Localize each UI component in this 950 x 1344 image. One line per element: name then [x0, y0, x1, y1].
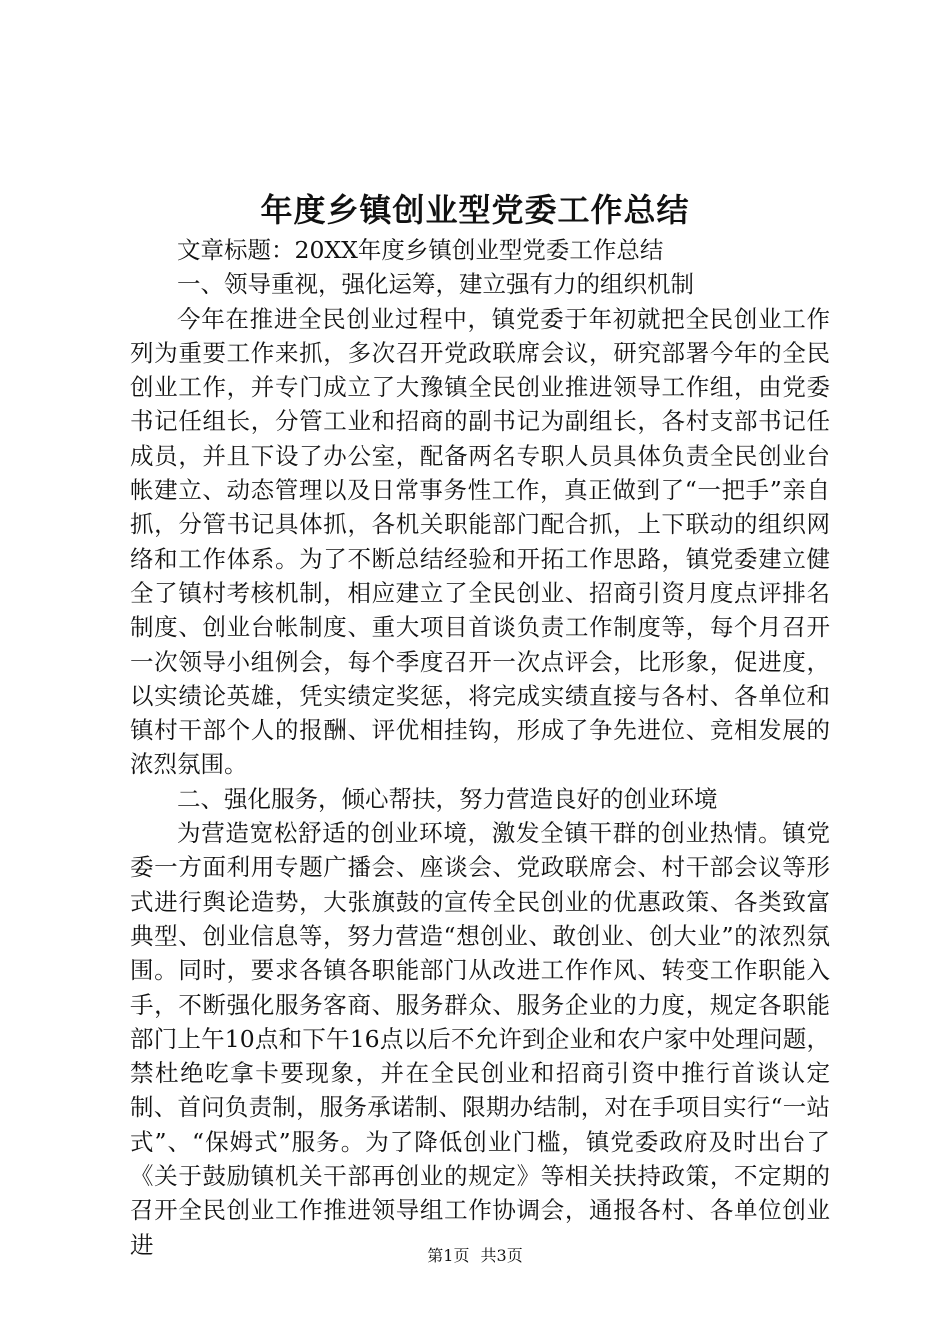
- body-paragraph-1: 今年在推进全民创业过程中，镇党委于年初就把全民创业工作列为重要工作来抓，多次召开党政联席会议，研究部署今年的全民创业工作，并专门成立了大豫镇全民创业推进领导工作组，由党委书记任组长，分管工业和招商的副书记为副组长，各村支部书记任成员，并且下设了办公室，配备两名专职人员具体负责全民创业台帐建立、动态管理以及日常事务性工作，真正做到了“一把手”亲自抓，分管书记具体抓，各机关职能部门配合抓，上下联动的组织网络和工作体系。为了不断总结经验和开拓工作思路，镇党委建立健全了镇村考核机制，相应建立了全民创业、招商引资月度点评排名制度、创业台帐制度、重大项目首谈负责工作制度等，每个月召开一次领导小组例会，每个季度召开一次点评会，比形象，促进度，以实绩论英雄，凭实绩定奖惩，将完成实绩直接与各村、各单位和镇村干部个人的报酬、评优相挂钩，形成了争先进位、竞相发展的浓烈氛围。: [130, 304, 830, 779]
- article-title-line: 文章标题：20XX年度乡镇创业型党委工作总结: [177, 236, 664, 264]
- body-paragraph-2: 为营造宽松舒适的创业环境，激发全镇干群的创业热情。镇党委一方面利用专题广播会、座谈会、党政联席会、村干部会议等形式进行舆论造势，大张旗鼓的宣传全民创业的优惠政策、各类致富典型、创业信息等，努力营造“想创业、敢创业、创大业”的浓烈氛围。同时，要求各镇各职能部门从改进工作作风、转变工作职能入手，不断强化服务客商、服务群众、服务企业的力度，规定各职能部门上午10点和下午16点以后不允许到企业和农户家中处理问题，禁杜绝吃拿卡要现象，并在全民创业和招商引资中推行首谈认定制、首问负责制，服务承诺制、限期办结制，对在手项目实行“一站式”、“保姆式”服务。为了降低创业门槛，镇党委政府及时出台了《关于鼓励镇机关干部再创业的规定》等相关扶持政策，不定期的召开全民创业工作推进领导组工作协调会，通报各村、各单位创业进: [130, 819, 830, 1259]
- page-footer: [0, 1243, 950, 1266]
- page-number: 第1页: [427, 1246, 470, 1265]
- document-body: [130, 233, 830, 1262]
- page-total: 共3页: [480, 1246, 523, 1265]
- section-heading-1: 一、领导重视，强化运筹，建立强有力的组织机制: [177, 270, 694, 299]
- section-heading-2: 二、强化服务，倾心帮扶，努力营造良好的创业环境: [177, 784, 718, 813]
- document-title: 年度乡镇创业型党委工作总结: [260, 191, 690, 229]
